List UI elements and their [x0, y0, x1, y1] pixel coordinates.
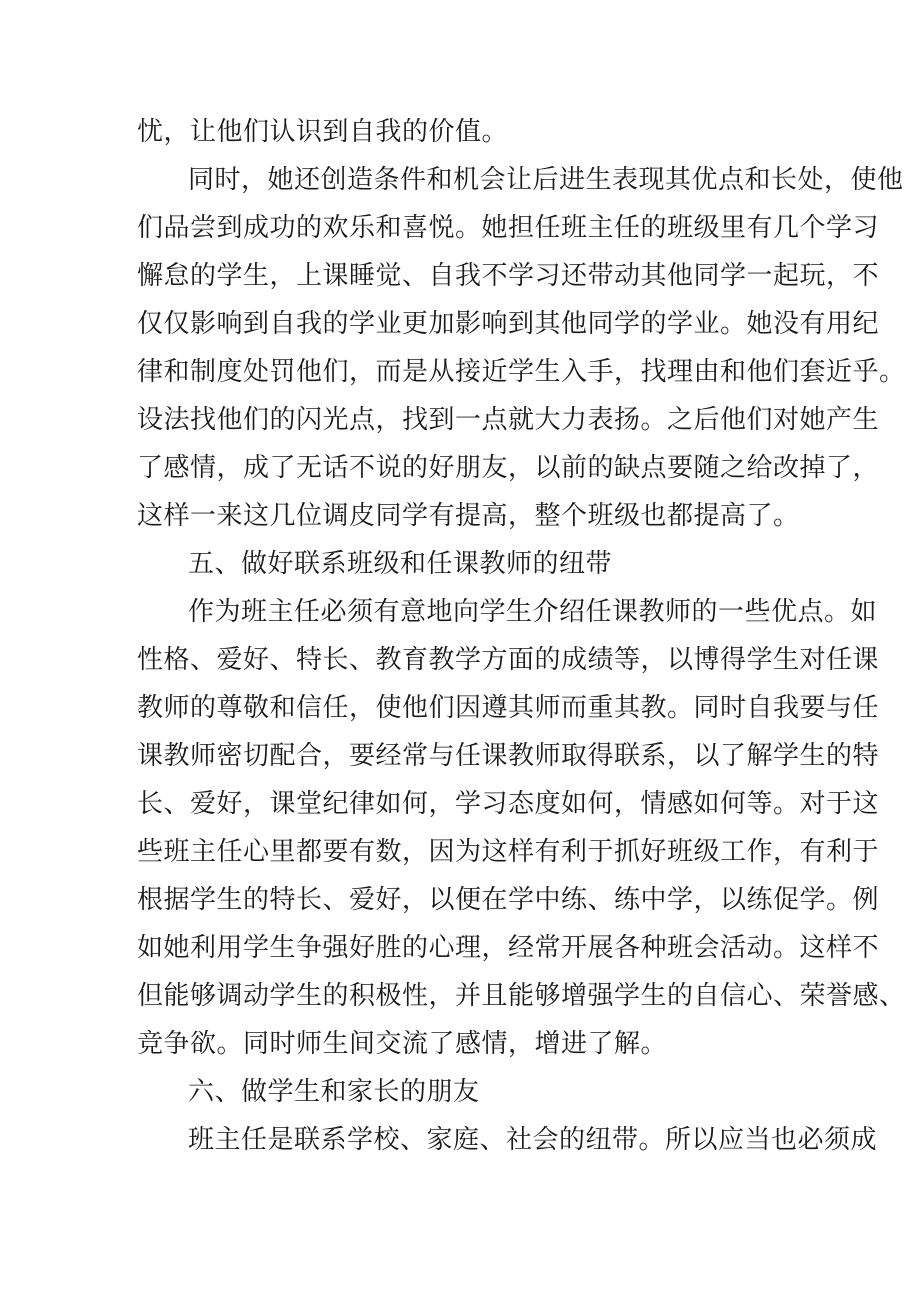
paragraph-line: 竞争欲。同时师生间交流了感情，增进了解。 [137, 1029, 668, 1059]
paragraph-line: 忧，让他们认识到自我的价值。 [137, 117, 509, 147]
paragraph-line: 仅仅影响到自我的学业更加影响到其他同学的学业。她没有用纪 [137, 309, 880, 339]
paragraph-line: 如她利用学生争强好胜的心理，经常开展各种班会活动。这样不 [137, 933, 880, 963]
paragraph-line: 教师的尊敬和信任，使他们因遵其师而重其教。同时自我要与任 [137, 693, 880, 723]
section-heading-5: 五、做好联系班级和任课教师的纽带 [188, 549, 613, 579]
paragraph-line: 班主任是联系学校、家庭、社会的纽带。所以应当也必须成 [188, 1125, 878, 1155]
paragraph-line: 们品尝到成功的欢乐和喜悦。她担任班主任的班级里有几个学习 [137, 213, 880, 243]
paragraph-line: 性格、爱好、特长、教育教学方面的成绩等，以博得学生对任课 [137, 645, 880, 675]
paragraph-line: 懈怠的学生，上课睡觉、自我不学习还带动其他同学一起玩，不 [137, 261, 880, 291]
paragraph-line: 这样一来这几位调皮同学有提高，整个班级也都提高了。 [137, 501, 800, 531]
paragraph-line: 作为班主任必须有意地向学生介绍任课教师的一些优点。如 [188, 597, 878, 627]
paragraph-line: 律和制度处罚他们，而是从接近学生入手，找理由和他们套近乎。 [137, 357, 906, 387]
paragraph-line: 课教师密切配合，要经常与任课教师取得联系，以了解学生的特 [137, 741, 880, 771]
paragraph-line: 了感情，成了无话不说的好朋友，以前的缺点要随之给改掉了， [137, 453, 880, 483]
paragraph-line: 长、爱好，课堂纪律如何，学习态度如何，情感如何等。对于这 [137, 789, 880, 819]
section-heading-6: 六、做学生和家长的朋友 [188, 1077, 480, 1107]
paragraph-line: 些班主任心里都要有数，因为这样有利于抓好班级工作，有利于 [137, 837, 880, 867]
paragraph-line: 同时，她还创造条件和机会让后进生表现其优点和长处，使他 [188, 165, 904, 195]
paragraph-line: 但能够调动学生的积极性，并且能够增强学生的自信心、荣誉感、 [137, 981, 906, 1011]
paragraph-line: 根据学生的特长、爱好，以便在学中练、练中学，以练促学。例 [137, 885, 880, 915]
paragraph-line: 设法找他们的闪光点，找到一点就大力表扬。之后他们对她产生 [137, 405, 880, 435]
